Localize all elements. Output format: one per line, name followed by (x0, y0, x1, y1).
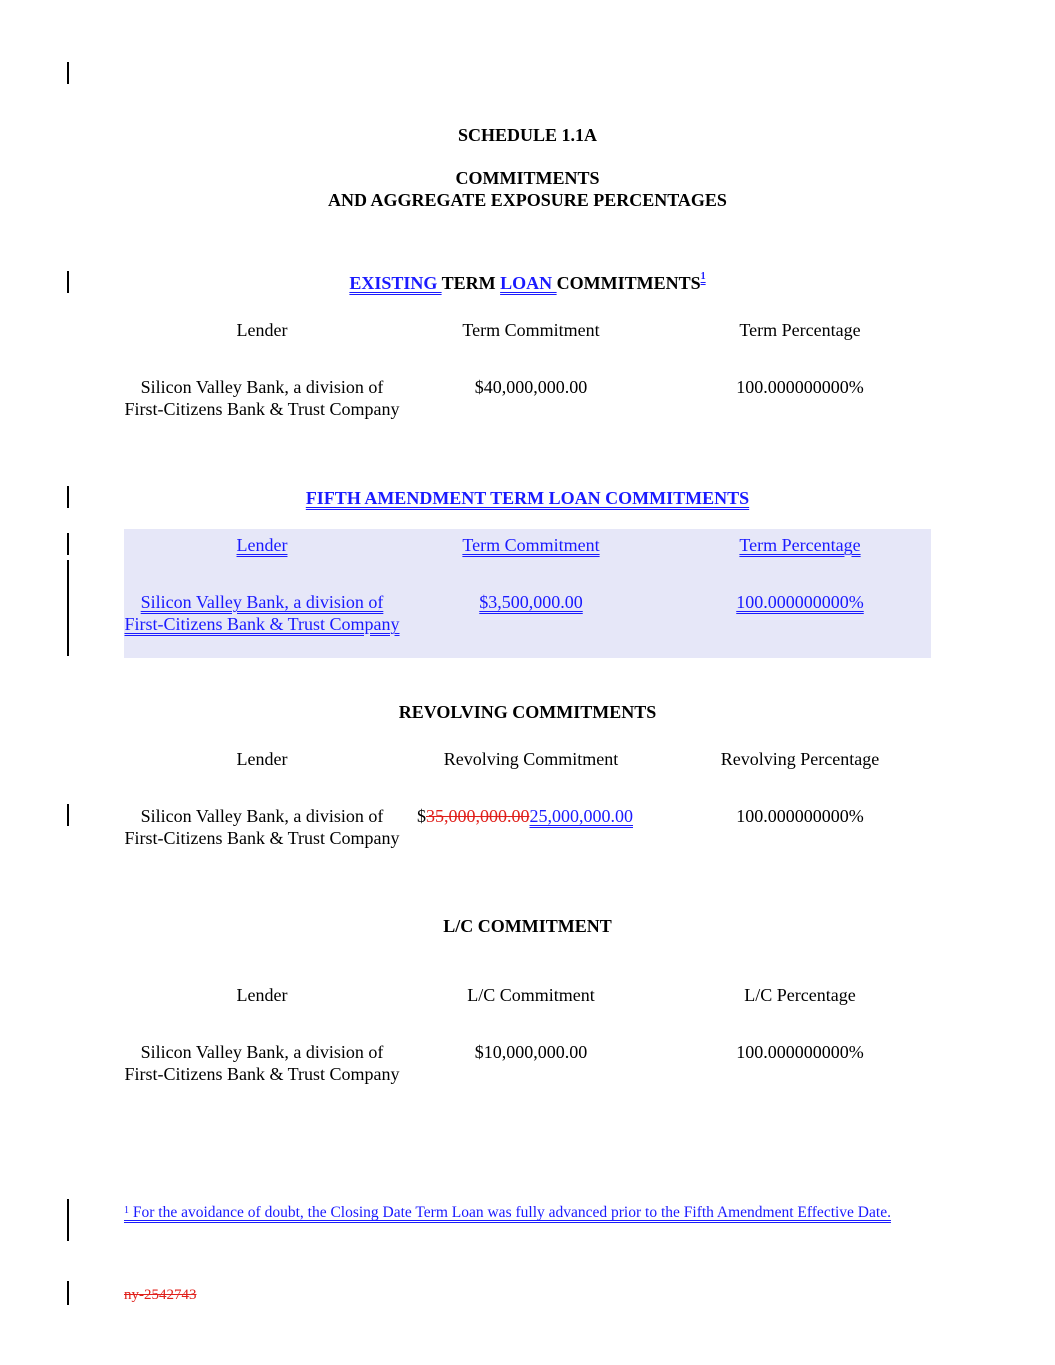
schedule-title: SCHEDULE 1.1A (457, 125, 598, 145)
revolving-title: REVOLVING COMMITMENTS (398, 702, 657, 722)
change-bar (67, 560, 69, 656)
existing-term-title: EXISTING TERM LOAN COMMITMENTS$^1$ (349, 271, 706, 293)
percentage-value: 100.000000000% (736, 1042, 864, 1062)
lender-name: Silicon Valley Bank, a division of First-Citizens Bank & Trust Company (124, 1042, 400, 1084)
change-bar (67, 62, 69, 84)
deleted-text: 35,000,000.00 (426, 806, 530, 826)
lc-title: L/C COMMITMENT (443, 916, 612, 936)
lender-name: Silicon Valley Bank, a division of First-Citizens Bank & Trust Company (124, 592, 400, 634)
document-id: ny-2542743 (124, 1287, 197, 1303)
commitment-amount: $3,500,000.00 (479, 592, 583, 612)
change-bar (67, 1281, 69, 1305)
header-commitment: Term Commitment (462, 320, 600, 340)
header-lender: Lender (236, 985, 288, 1005)
lender-name: Silicon Valley Bank, a division of First-Citizens Bank & Trust Company (124, 377, 400, 419)
percentage-value: 100.000000000% (736, 377, 864, 397)
heading-aggregate-exposure: AND AGGREGATE EXPOSURE PERCENTAGES (328, 190, 727, 210)
header-commitment: Revolving Commitment (443, 749, 619, 769)
inserted-text: LOAN (500, 273, 557, 293)
commitment-amount: $40,000,000.00 (474, 377, 588, 397)
inserted-text: 25,000,000.00 (529, 806, 633, 826)
percentage-value: 100.000000000% (736, 592, 864, 612)
change-bar (67, 533, 69, 555)
lender-name: Silicon Valley Bank, a division of First-Citizens Bank & Trust Company (124, 806, 400, 848)
header-percentage: L/C Percentage (744, 985, 856, 1005)
footnote (124, 1203, 925, 1223)
fifth-amendment-title: FIFTH AMENDMENT TERM LOAN COMMITMENTS (305, 488, 750, 508)
inserted-text: EXISTING (349, 273, 442, 293)
header-lender: Lender (236, 749, 288, 769)
change-bar (67, 804, 69, 826)
header-commitment: L/C Commitment (467, 985, 595, 1005)
footnote-mark: 1 (124, 1205, 129, 1216)
header-percentage: Revolving Percentage (720, 749, 880, 769)
header-percentage: Term Percentage (739, 535, 861, 555)
commitment-amount: $10,000,000.00 (474, 1042, 588, 1062)
header-lender: Lender (236, 535, 288, 555)
footnote-ref[interactable]: 1 (700, 271, 706, 282)
header-commitment: Term Commitment (462, 535, 600, 555)
change-bar (67, 1199, 69, 1241)
header-lender: Lender (236, 320, 288, 340)
footnote-text: For the avoidance of doubt, the Closing Date Term Loan was fully advanced prior to the Fifth Amendment Effective Date. (129, 1204, 891, 1221)
header-percentage: Term Percentage (739, 320, 861, 340)
commitment-amount: $35,000,000.0025,000,000.00 (417, 806, 633, 826)
heading-commitments: COMMITMENTS (455, 168, 600, 188)
percentage-value: 100.000000000% (736, 806, 864, 826)
